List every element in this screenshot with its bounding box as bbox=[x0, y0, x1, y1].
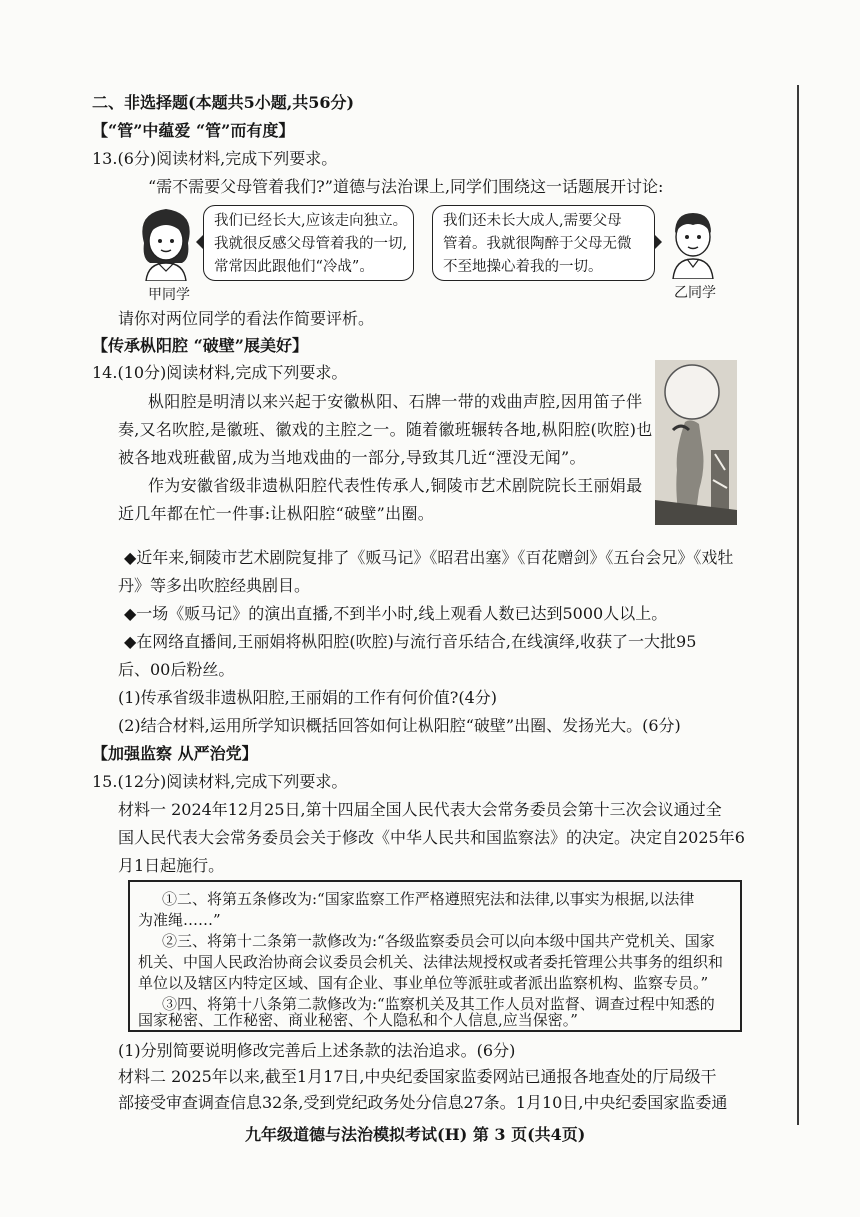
q14-bullet-3-line: 后、00后粉丝。 bbox=[118, 660, 235, 679]
q14-paragraph-1-line: 奏,又名吹腔,是徽班、徽戏的主腔之一。随着徽班辗转各地,枞阳腔(吹腔)也 bbox=[118, 420, 653, 439]
amendment-line: 单位以及辖区内特定区域、国有企业、事业单位等派驻或者派出监察机构、监察专员。” bbox=[138, 974, 709, 992]
q14-bullet-1-line: ◆近年来,铜陵市艺术剧院复排了《贩马记》《昭君出塞》《百花赠剑》《五台会兄》《戏牡 bbox=[124, 548, 734, 567]
opera-performance-photo bbox=[655, 360, 737, 525]
speech-line: 常常因此跟他们“冷战”。 bbox=[214, 259, 374, 275]
q15-material-2-line: 部接受审查调查信息32条,受到党纪政务处分信息27条。1月10日,中央纪委国家监委通 bbox=[118, 1093, 728, 1112]
page-edge-line bbox=[797, 85, 799, 1125]
student-b-speech-bubble bbox=[432, 205, 655, 281]
theme-title-1: 【“管”中蕴爱 “管”而有度】 bbox=[92, 121, 295, 140]
amendment-line: ①二、将第五条修改为:“国家监察工作严格遵照宪法和法律,以事实为根据,以法律 bbox=[162, 890, 695, 908]
q14-paragraph-1-line: 枞阳腔是明清以来兴起于安徽枞阳、石牌一带的戏曲声腔,因用笛子伴 bbox=[148, 392, 643, 411]
page-footer: 九年级道德与法治模拟考试(H) 第 3 页(共4页) bbox=[245, 1125, 586, 1144]
q14-bullet-1-line: 丹》等多出吹腔经典剧目。 bbox=[118, 576, 311, 595]
speech-line: 管着。我就很陶醉于父母无微 bbox=[443, 236, 632, 252]
student-a-label: 甲同学 bbox=[148, 287, 190, 303]
q15-material-1-line: 国人民代表大会常务委员会关于修改《中华人民共和国监察法》的决定。决定自2025年6 bbox=[118, 828, 745, 847]
amendment-line: ③四、将第十八条第二款修改为:“监察机关及其工作人员对监督、调查过程中知悉的 bbox=[162, 995, 715, 1013]
q14-paragraph-1-line: 被各地戏班截留,成为当地戏曲的一部分,导致其几近“湮没无闻”。 bbox=[118, 448, 586, 467]
question-15-stem: 15.(12分)阅读材料,完成下列要求。 bbox=[92, 772, 348, 791]
speech-line: 我就很反感父母管着我的一切, bbox=[214, 236, 408, 252]
q14-paragraph-2-line: 近几年都在忙一件事:让枞阳腔“破壁”出圈。 bbox=[118, 504, 435, 523]
question-13-intro: “需不需要父母管着我们?”道德与法治课上,同学们围绕这一话题展开讨论: bbox=[148, 177, 664, 196]
student-b-label: 乙同学 bbox=[674, 285, 716, 301]
student-b-illustration bbox=[663, 205, 723, 279]
q14-bullet-3-line: ◆在网络直播间,王丽娟将枞阳腔(吹腔)与流行音乐结合,在线演绎,收获了一大批95 bbox=[124, 632, 697, 651]
speech-line: 我们还未长大成人,需要父母 bbox=[443, 213, 622, 229]
question-13-stem: 13.(6分)阅读材料,完成下列要求。 bbox=[92, 149, 338, 168]
theme-title-2: 【传承枞阳腔 “破壁”展美好】 bbox=[92, 336, 308, 355]
speech-line: 不至地操心着我的一切。 bbox=[443, 259, 603, 275]
amendment-line: 为准绳……” bbox=[138, 911, 221, 929]
q15-subquestion-1: (1)分别简要说明修改完善后上述条款的法治追求。(6分) bbox=[118, 1041, 516, 1060]
question-13-ask: 请你对两位同学的看法作简要评析。 bbox=[118, 309, 375, 328]
q15-material-1-line: 材料一 2024年12月25日,第十四届全国人民代表大会常务委员会第十三次会议通过全 bbox=[118, 800, 722, 819]
q14-paragraph-2-line: 作为安徽省级非遗枞阳腔代表性传承人,铜陵市艺术剧院院长王丽娟最 bbox=[148, 476, 643, 495]
q15-material-1-line: 月1日起施行。 bbox=[118, 856, 225, 875]
student-a-speech-bubble bbox=[203, 205, 414, 281]
amendment-line: 国家秘密、工作秘密、商业秘密、个人隐私和个人信息,应当保密。” bbox=[138, 1011, 578, 1029]
section-title: 二、非选择题(本题共5小题,共56分) bbox=[92, 93, 355, 112]
amendment-line: ②三、将第十二条第一款修改为:“各级监察委员会可以向本级中国共产党机关、国家 bbox=[162, 932, 715, 950]
q14-bullet-2: ◆一场《贩马记》的演出直播,不到半小时,线上观看人数已达到5000人以上。 bbox=[124, 604, 668, 623]
question-14-stem: 14.(10分)阅读材料,完成下列要求。 bbox=[92, 363, 348, 382]
q14-subquestion-2: (2)结合材料,运用所学知识概括回答如何让枞阳腔“破壁”出圈、发扬光大。(6分) bbox=[118, 716, 681, 735]
q14-subquestion-1: (1)传承省级非遗枞阳腔,王丽娟的工作有何价值?(4分) bbox=[118, 688, 497, 707]
amendment-line: 机关、中国人民政治协商会议委员会机关、法律法规授权或者委托管理公共事务的组织和 bbox=[138, 953, 724, 971]
theme-title-3: 【加强监察 从严治党】 bbox=[92, 744, 258, 763]
q15-material-2-line: 材料二 2025年以来,截至1月17日,中央纪委国家监委网站已通报各地查处的厅局级干 bbox=[118, 1067, 717, 1086]
speech-line: 我们已经长大,应该走向独立。 bbox=[214, 213, 408, 229]
